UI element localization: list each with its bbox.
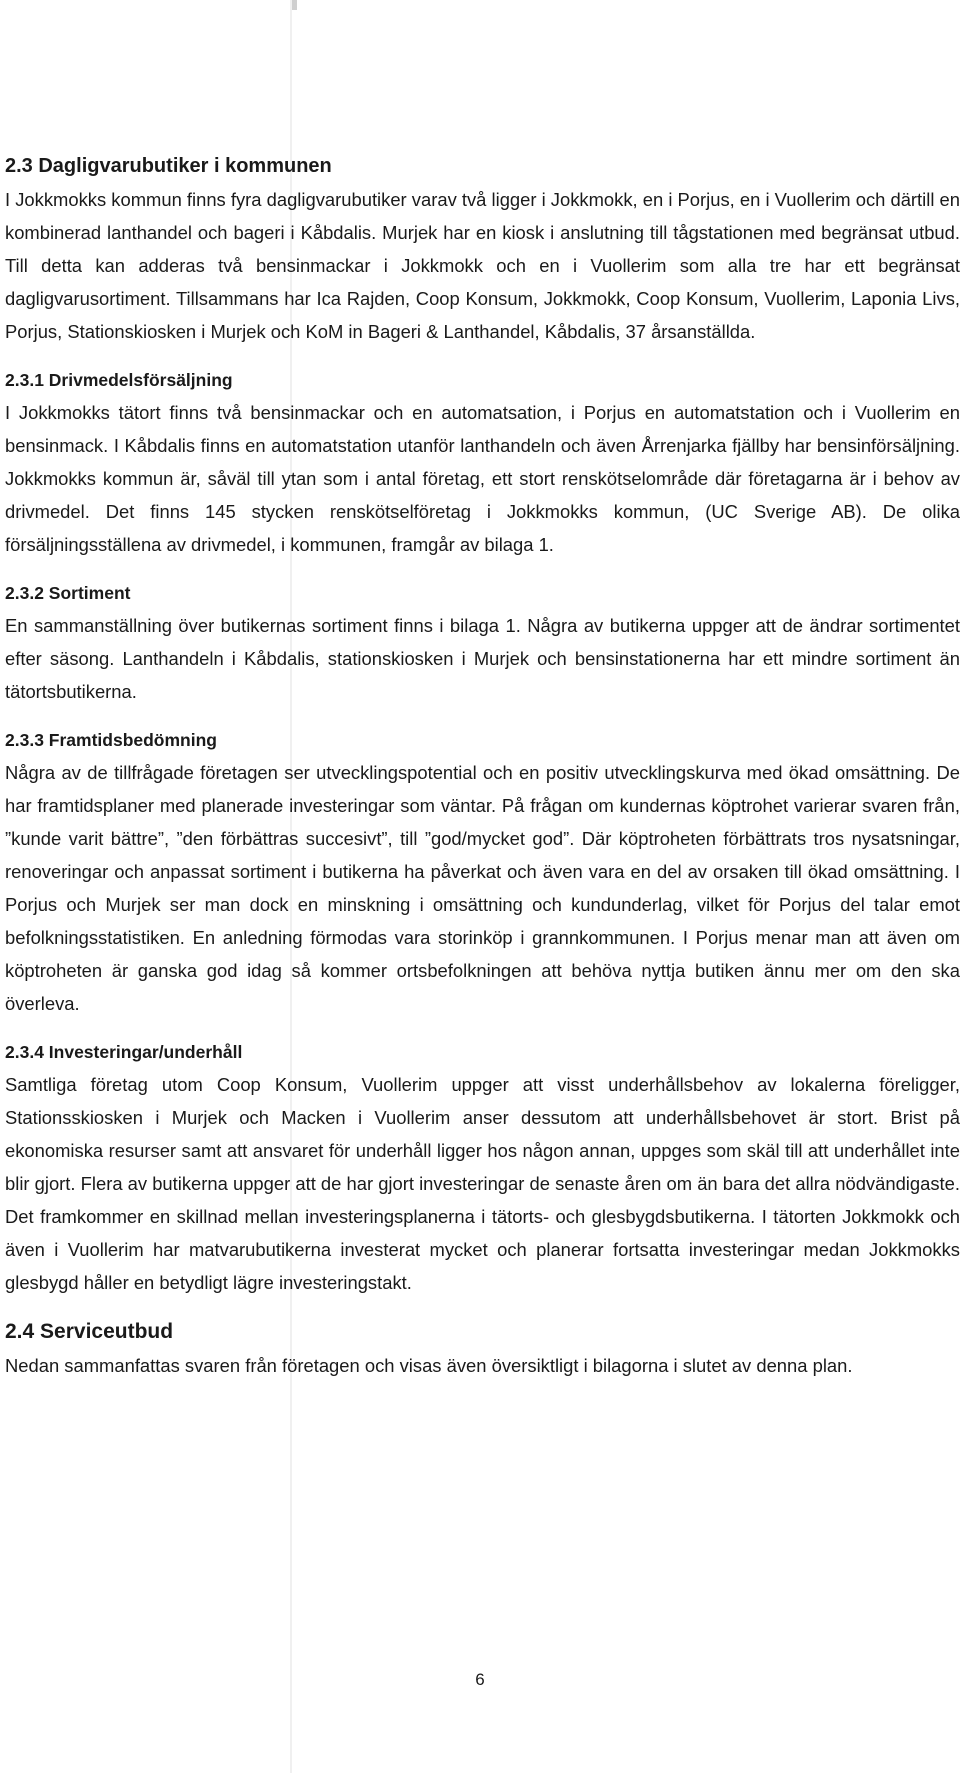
section-paragraph: Några av de tillfrågade företagen ser utvecklingspotential och en positiv utvecklingskurva med ökad omsättning. De har framtidsplaner med planerade investeringar som väntar. På frågan om kundernas köptrohet varierar svaren från, ”kunde varit bättre”, ”den förbättras succesivt”, till ”god/mycket god”. Där köptroheten förbättrats tros nysatsningar, renoveringar och anpassat sortiment i butikerna ha påverkat och även vara en del av orsaken till ökad omsättning. I Porjus och Murjek ser man dock en minskning i omsättning och kundunderlag, vilket för Porjus del talar emot befolkningsstatistiken. En anledning förmodas vara storinköp i grannkommunen. I Porjus menar man att även om köptroheten är ganska god idag så kommer ortsbefolkningen att behöva nyttja butiken ännu mer om den ska överleva.: [5, 762, 960, 1014]
section-paragraph: En sammanställning över butikernas sortiment finns i bilaga 1. Några av butikerna uppger att de ändrar sortimentet efter säsong. Lanthandeln i Kåbdalis, stationskiosken i Murjek och bensinstationerna har ett mindre sortiment än tätortsbutikerna.: [5, 615, 960, 702]
section-paragraph: Samtliga företag utom Coop Konsum, Vuollerim uppger att visst underhållsbehov av lokalerna föreligger, Stationsskiosken i Murjek och Macken i Vuollerim anser dessutom att underhållsbehovet är stort. Brist på ekonomiska resurser samt att ansvaret för underhåll ligger hos någon annan, uppges som skäl till att underhållet inte blir gjort. Flera av butikerna uppger att de har gjort investeringar de senaste åren om än bara det allra nödvändigaste. Det framkommer en skillnad mellan investeringsplanerna i tätorts- och glesbygdsbutikerna. I tätorten Jokkmokk och även i Vuollerim har matvarubutikerna investerat mycket och planerar fortsatta investeringar medan Jokkmokks glesbygd håller en betydligt lägre investeringstakt.: [5, 1074, 960, 1293]
section-paragraph: I Jokkmokks kommun finns fyra dagligvarubutiker varav två ligger i Jokkmokk, en i Porjus, en i Vuollerim och därtill en kombinerad lanthandel och bageri i Kåbdalis. Murjek har en kiosk i anslutning till tågstationen med begränsat utbud. Till detta kan adderas två bensinmackar i Jokkmokk och en i Vuollerim som alla tre har ett begränsat dagligvarusortiment. Tillsammans har Ica Rajden, Coop Konsum, Jokkmokk, Coop Konsum, Vuollerim, Laponia Livs, Porjus, Stationskiosken i Murjek och KoM in Bageri & Lanthandel, Kåbdalis, 37 årsanställda.: [5, 189, 960, 342]
section-2-3-3: [5, 728, 960, 1020]
section-heading: 2.3.3 Framtidsbedömning: [5, 730, 217, 750]
section-2-3-2: [5, 581, 960, 708]
section-heading: 2.3.2 Sortiment: [5, 583, 131, 603]
document-page: [5, 153, 960, 1402]
section-heading: 2.3 Dagligvarubutiker i kommunen: [5, 155, 332, 177]
section-paragraph: I Jokkmokks tätort finns två bensinmackar och en automatsation, i Porjus en automatstation och i Vuollerim en bensinmack. I Kåbdalis finns en automatstation utanför lanthandeln och även Årrenjarka fjällby har bensinförsäljning. Jokkmokks kommun är, såväl till ytan som i antal företag, ett stort renskötselområde där företagarna är i behov av drivmedel. Det finns 145 stycken renskötselföretag i Jokkmokks kommun, (UC Sverige AB). De olika försäljningsställena av drivmedel, i kommunen, framgår av bilaga 1.: [5, 402, 960, 555]
section-2-3: [5, 153, 960, 348]
section-paragraph: Nedan sammanfattas svaren från företagen och visas även översiktligt i bilagorna i slutet av denna plan.: [5, 1355, 853, 1376]
scan-artifact-mark: [292, 0, 297, 10]
section-2-4: [5, 1319, 960, 1382]
section-heading: 2.4 Serviceutbud: [5, 1320, 174, 1343]
section-2-3-1: [5, 368, 960, 561]
page-number: 6: [475, 1670, 485, 1689]
section-2-3-4: [5, 1040, 960, 1299]
section-heading: 2.3.1 Drivmedelsförsäljning: [5, 370, 233, 390]
section-heading: 2.3.4 Investeringar/underhåll: [5, 1042, 243, 1062]
